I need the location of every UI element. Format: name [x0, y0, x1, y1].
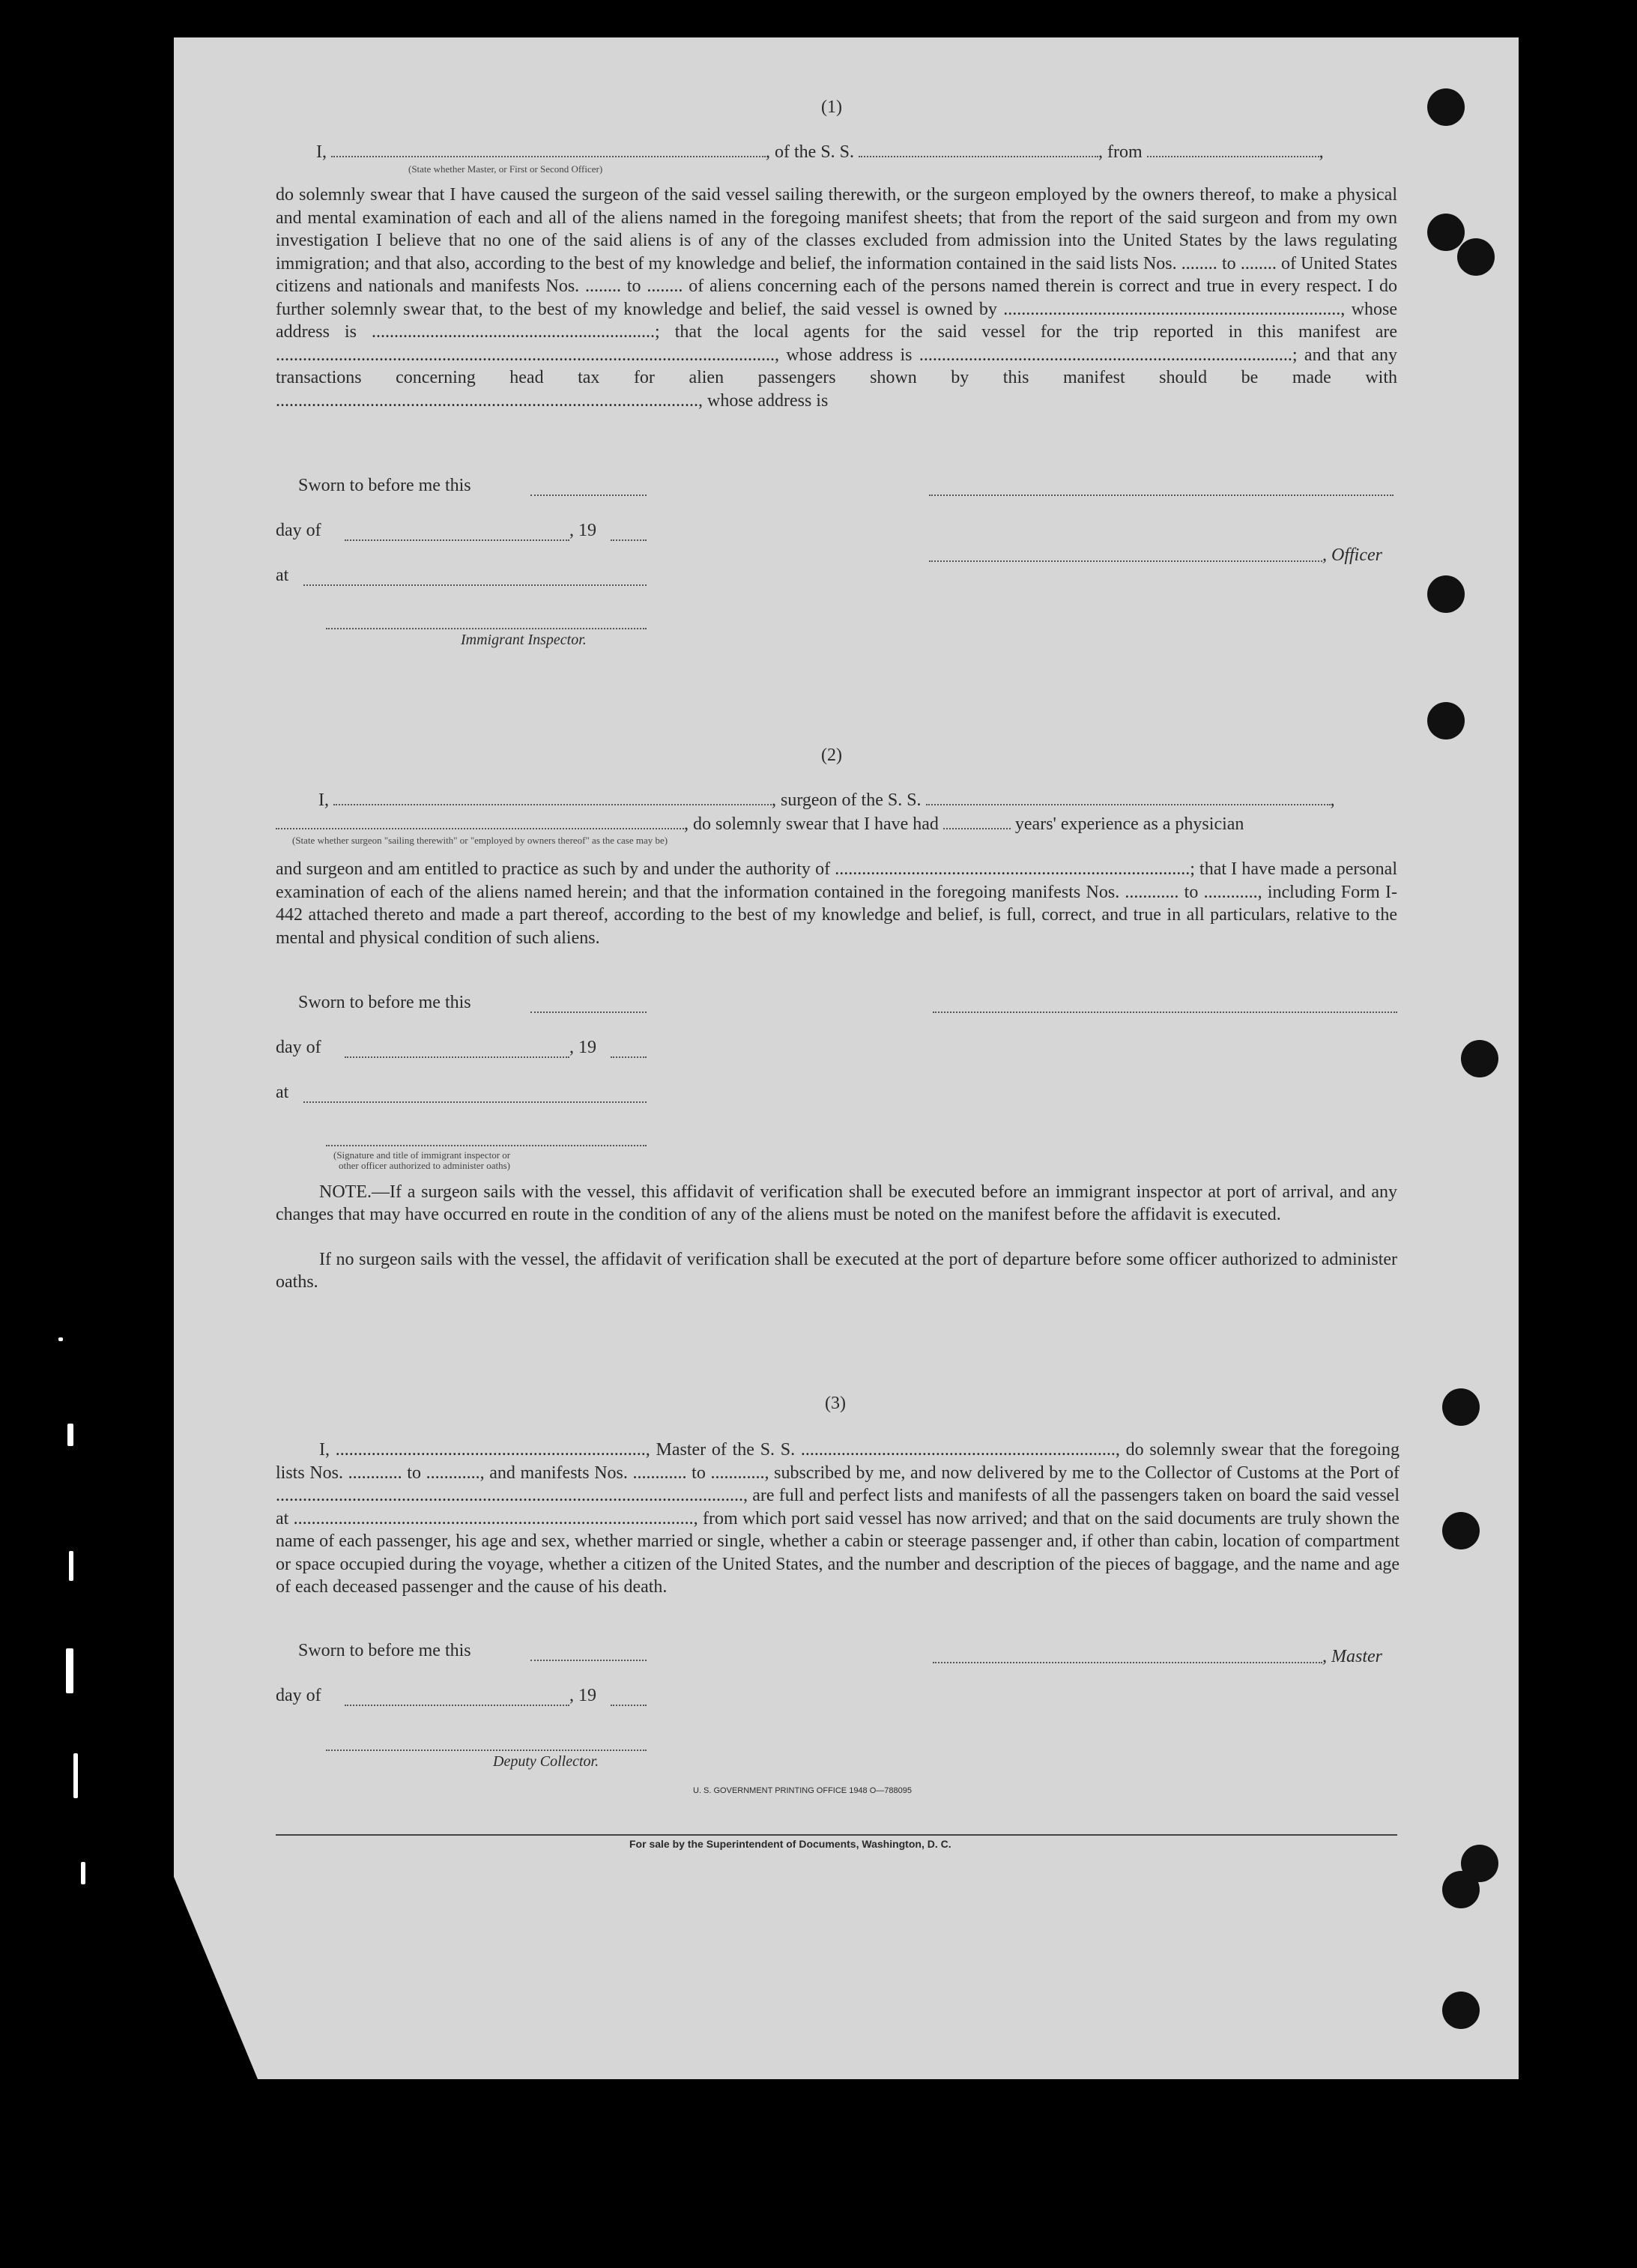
section-3-oath-text: I, ....................................................................., Master of the S. S. ......................................................................, do solemnly swear that the foregoing lists Nos. ............ to ............, and manifests Nos. ............ to ............, subscribed by me, and now delivered by me to the Collector of Customs at the Port of ........................................................................................................, are full and perfect lists and manifests of all the passengers taken on board the said vessel at ........................................................................................., from which port said vessel has now arrived; and that on the said documents are truly shown the name of each passenger, his age and sex, whether married or single, whether a cabin or steerage passenger and, if other than cabin, location of compartment or space occupied during the voyage, whether a citizen of the United States, and the number and description of the pieces of baggage, and the name and age of each deceased passenger and the cause of his death. — [276, 1440, 1400, 1597]
section-2-at-field[interactable] — [303, 1101, 647, 1103]
punch-hole — [1457, 238, 1495, 276]
section-3-deputy-label: Deputy Collector. — [493, 1753, 599, 1770]
section-1-day-field[interactable] — [345, 539, 569, 541]
section-1-at-label: at — [276, 566, 289, 585]
section-2-sworn-field[interactable] — [530, 1011, 647, 1013]
section-2-sig-caption-1: (Signature and title of immigrant inspector or — [333, 1149, 511, 1161]
note-paragraph-1: NOTE.—If a surgeon sails with the vessel, this affidavit of verification shall be executed before an immigrant inspector at port of arrival, and any changes that may have occurred en route in the condition of any of the aliens must be noted on the manifest before the affidavit is executed. — [276, 1182, 1397, 1224]
port-from-field[interactable] — [1147, 155, 1319, 157]
section-2-number: (2) — [821, 746, 842, 765]
section-2-day-field[interactable] — [345, 1056, 569, 1058]
section-1-signature-field[interactable] — [929, 495, 1394, 496]
ship-name-field[interactable] — [859, 155, 1098, 157]
section-1-ship-label: , of the S. S. — [766, 142, 855, 162]
surgeon-status-field[interactable] — [276, 827, 684, 829]
section-1-at-field[interactable] — [303, 584, 647, 586]
section-3-deputy-field[interactable] — [326, 1750, 647, 1751]
section-2-signature-field[interactable] — [933, 1011, 1397, 1013]
section-1-year-label: , 19 — [569, 521, 596, 540]
scan-speck — [58, 1337, 63, 1341]
section-2-pronoun: I, — [318, 790, 329, 810]
punch-hole — [1442, 1512, 1480, 1549]
punch-hole — [1427, 88, 1465, 126]
section-3-year-label: , 19 — [569, 1686, 596, 1705]
section-1-sworn-label: Sworn to before me this — [298, 476, 471, 495]
section-2-year-label: , 19 — [569, 1038, 596, 1057]
footer-sale-notice: For sale by the Superintendent of Documents, Washington, D. C. — [629, 1838, 951, 1850]
section-2-line-2 — [276, 814, 1244, 835]
punch-hole — [1427, 575, 1465, 613]
section-1-oath-text: do solemnly swear that I have caused the surgeon of the said vessel sailing therewith, or the surgeon employed by the owners thereof, to make a physical and mental examination of each and all of the aliens named in the foregoing manifest sheets; that from the report of the said surgeon and from my own investigation I believe that no one of the said aliens is of any of the classes excluded from admission into the United States by the laws regulating immigration; and that also, according to the best of my knowledge and belief, the information contained in the said lists Nos. ........ to ........ of United States citizens and nationals and manifests Nos. ........ to ........ of aliens concerning each of the persons named therein is correct and true in every respect. I do further solemnly swear that, to the best of my knowledge and belief, the said vessel is owned by ..........................................................................., whose address is ...............................................................; that the local agents for the said vessel for the trip reported in this manifest are ..............................................................................................................., whose address is ...................................................................................; and that any transactions concerning head tax for alien passengers shown by this manifest should be made with .............................................................................................., whose address is — [276, 185, 1397, 411]
note-paragraph-2: If no surgeon sails with the vessel, the affidavit of verification shall be executed at the port of departure before some officer authorized to administer oaths. — [276, 1250, 1397, 1292]
section-2-caption: (State whether surgeon "sailing therewith" or "employed by owners thereof" as the case may be) — [292, 835, 668, 846]
section-1-number: (1) — [821, 97, 842, 117]
section-2-swear-label: , do solemnly swear that I have had — [684, 814, 939, 834]
master-name-field[interactable] — [331, 155, 766, 157]
punch-hole — [1442, 1992, 1480, 2029]
scan-speck — [66, 1648, 73, 1693]
section-1-sworn-field[interactable] — [530, 495, 647, 496]
section-3-master-field[interactable] — [933, 1662, 1322, 1663]
section-2-ship-label: , surgeon of the S. S. — [772, 790, 922, 810]
section-2-oath-text: and surgeon and am entitled to practice as such by and under the authority of ...............................................................................; that I have made a personal examination of each of the aliens named herein; and that the information contained in the foregoing manifests Nos. ............ to ............, including Form I-442 attached thereto and made a part thereof, according to the best of my knowledge and belief, is full, correct, and true in all particulars, relative to the mental and physical condition of such aliens. — [276, 859, 1397, 948]
footer-divider — [276, 1834, 1397, 1836]
section-3-day-field[interactable] — [345, 1705, 569, 1706]
section-3-master-label: , Master — [1322, 1647, 1382, 1666]
punch-hole — [1427, 214, 1465, 251]
punch-hole — [1442, 1871, 1480, 1908]
section-1-caption: (State whether Master, or First or Second Officer) — [408, 163, 603, 175]
section-1-pronoun: I, — [316, 142, 327, 162]
section-2-sworn-label: Sworn to before me this — [298, 993, 471, 1012]
section-2-at-label: at — [276, 1083, 289, 1102]
years-experience-field[interactable] — [943, 827, 1011, 829]
section-3-sworn-field[interactable] — [530, 1660, 647, 1661]
punch-hole — [1442, 1388, 1480, 1426]
section-1-from-label: , from — [1098, 142, 1143, 162]
section-1-officer-label: , Officer — [1322, 545, 1382, 565]
section-1-year-field[interactable] — [611, 539, 647, 541]
section-2-years-label: years' experience as a physician — [1014, 814, 1244, 834]
section-2-ship-field[interactable] — [926, 803, 1331, 805]
section-2-line-1: I, , surgeon of the S. S. , — [318, 790, 1335, 810]
punch-hole — [1461, 1040, 1498, 1077]
punch-hole — [1427, 702, 1465, 740]
section-3-year-field[interactable] — [611, 1705, 647, 1706]
section-1-inspector-label: Immigrant Inspector. — [461, 632, 587, 648]
section-2-day-label: day of — [276, 1038, 321, 1057]
section-1-day-label: day of — [276, 521, 321, 540]
section-2-year-field[interactable] — [611, 1056, 647, 1058]
section-3-sworn-label: Sworn to before me this — [298, 1641, 471, 1660]
scan-speck — [69, 1551, 73, 1581]
section-2-sig-caption-2: other officer authorized to administer oaths) — [339, 1160, 510, 1171]
section-1-inspector-field[interactable] — [326, 628, 647, 629]
scan-speck — [81, 1862, 85, 1884]
scan-speck — [67, 1424, 73, 1446]
printing-office-line: U. S. GOVERNMENT PRINTING OFFICE 1948 O—788095 — [693, 1786, 912, 1795]
section-3-day-label: day of — [276, 1686, 321, 1705]
section-3-number: (3) — [825, 1394, 846, 1413]
section-2-inspector-field[interactable] — [326, 1145, 647, 1146]
scan-speck — [73, 1753, 78, 1798]
surgeon-name-field[interactable] — [333, 803, 772, 805]
section-1-line-1: I, , of the S. S. , from , — [316, 142, 1324, 162]
section-1-officer-field[interactable] — [929, 560, 1322, 562]
